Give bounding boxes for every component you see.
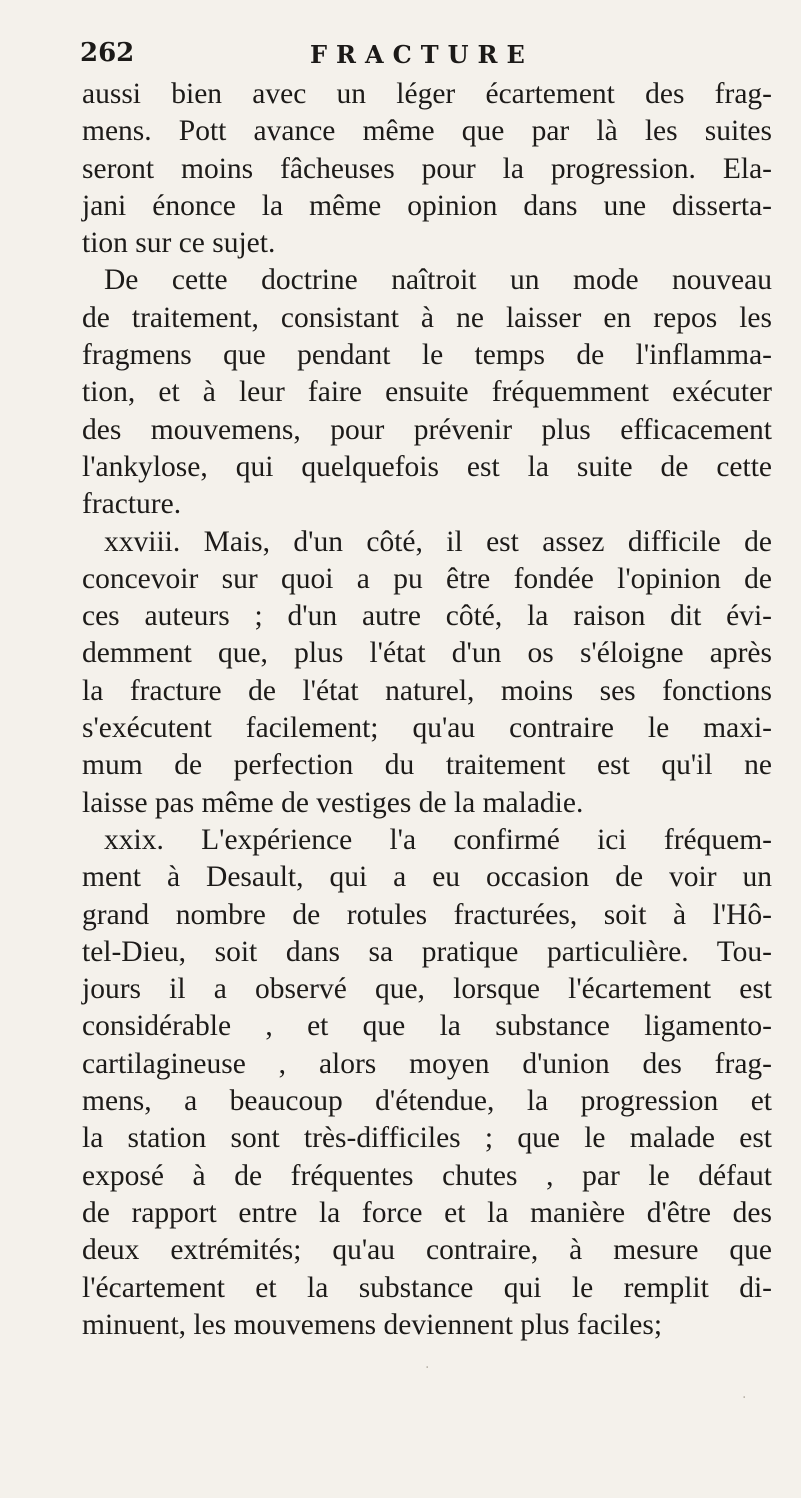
text-line: jours il a observé que, lorsque l'écartement est: [82, 973, 772, 1006]
text-line: xxix. L'expérience l'a confirmé ici fréquem-: [104, 823, 772, 856]
text-line: fracture.: [82, 488, 182, 521]
text-line: seront moins fâcheuses pour la progression. Ela-: [82, 152, 772, 185]
text-line: mens. Pott avance même que par là les suites: [82, 115, 772, 148]
text-line: laisse pas même de vestiges de la maladie.: [82, 786, 584, 819]
text-line: considérable , et que la substance ligamento-: [82, 1010, 772, 1043]
text-line: De cette doctrine naîtroit un mode nouveau: [104, 264, 772, 297]
text-line: minuent, les mouvemens deviennent plus faciles;: [82, 1308, 663, 1341]
text-line: jani énonce la même opinion dans une disserta-: [82, 189, 772, 222]
text-line: l'ankylose, qui quelquefois est la suite de cette: [82, 450, 772, 483]
text-line: des mouvemens, pour prévenir plus efficacement: [82, 413, 772, 446]
text-line: aussi bien avec un léger écartement des frag-: [82, 78, 772, 110]
text-line: concevoir sur quoi a pu être fondée l'opinion de: [82, 562, 772, 595]
text-line: mens, a beaucoup d'étendue, la progression et: [82, 1085, 772, 1118]
text-line: de rapport entre la force et la manière d'être des: [82, 1196, 772, 1229]
text-line: cartilagineuse , alors moyen d'union des frag-: [82, 1047, 772, 1080]
text-line: grand nombre de rotules fracturées, soit à l'Hô-: [82, 898, 772, 931]
text-line: ces auteurs ; d'un autre côté, la raison dit évi-: [82, 600, 772, 633]
text-line: la station sont très-difficiles ; que le malade est: [82, 1122, 772, 1155]
text-line: deux extrémités; qu'au contraire, à mesure que: [82, 1234, 772, 1267]
text-line: xxviii. Mais, d'un côté, il est assez difficile de: [104, 525, 772, 558]
page-header: [80, 38, 770, 78]
text-line: tion sur ce sujet.: [82, 227, 276, 260]
text-line: la fracture de l'état naturel, moins ses fonctions: [82, 674, 772, 707]
text-line: demment que, plus l'état d'un os s'éloigne après: [82, 637, 772, 670]
text-line: tion, et à leur faire ensuite fréquemment exécuter: [82, 376, 772, 409]
paper-speck: ·: [425, 1360, 430, 1376]
text-line: de traitement, consistant à ne laisser en repos les: [82, 301, 772, 334]
paper-speck: ·: [742, 1390, 747, 1406]
text-line: tel-Dieu, soit dans sa pratique particulière. Tou-: [82, 935, 772, 968]
page-number: 262: [80, 38, 135, 68]
text-line: fragmens que pendant le temps de l'inflamma-: [82, 339, 772, 372]
text-line: exposé à de fréquentes chutes , par le défaut: [82, 1159, 772, 1192]
text-line: ment à Desault, qui a eu occasion de voir un: [82, 861, 772, 894]
text-line: s'exécutent facilement; qu'au contraire le maxi-: [82, 712, 772, 745]
text-line: mum de perfection du traitement est qu'il ne: [82, 749, 772, 782]
body-text: [82, 76, 772, 1344]
text-line: l'écartement et la substance qui le remplit di-: [82, 1271, 772, 1304]
running-head: FRACTURE: [310, 40, 534, 69]
